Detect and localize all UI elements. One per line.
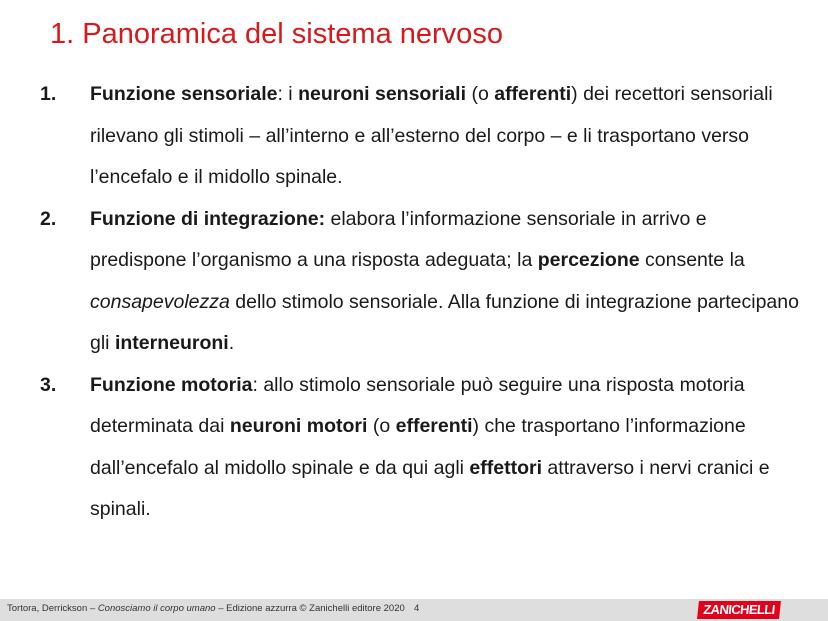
footer-edition: – Edizione azzurra © Zanichelli editore 2020 xyxy=(215,603,405,614)
zanichelli-logo: ZANICHELLI xyxy=(697,601,781,619)
slide-title: 1. Panoramica del sistema nervoso xyxy=(50,18,503,50)
text-segment: consente la xyxy=(639,249,745,271)
term-motor-function: Funzione motoria xyxy=(90,373,253,396)
footer-book-title: Conosciamo il corpo umano xyxy=(97,603,216,614)
term-effectors: effettori xyxy=(469,456,543,479)
footer-authors: Tortora, Derrickson – xyxy=(7,603,98,614)
item-number: 3. xyxy=(40,373,57,396)
text-segment: ) dei recettori sensoriali rilevano gli stimoli – all’interno e all’esterno del corpo – e li trasportano verso l’encefalo e il midollo spinale. xyxy=(90,83,773,188)
text-segment: : allo stimolo sensoriale può seguire una risposta motoria determinata dai xyxy=(90,373,745,437)
term-sensory-neurons: neuroni sensoriali xyxy=(298,83,467,105)
text-segment: ) che trasportano l’informazione dall’encefalo al midollo spinale e da qui agli xyxy=(90,415,746,479)
page-number: 4 xyxy=(414,603,420,614)
term-interneurons: interneuroni xyxy=(114,332,229,354)
term-perception: percezione xyxy=(537,249,640,271)
list-item-integration xyxy=(40,199,800,365)
text-segment: elabora l’informazione sensoriale in arrivo e predispone l’organismo a una risposta adeguata; la xyxy=(90,207,707,271)
term-integration-function: Funzione di integrazione: xyxy=(90,207,326,230)
term-efferent: efferenti xyxy=(395,415,473,437)
list-item-sensory xyxy=(40,74,800,199)
text-segment: (o xyxy=(466,83,495,105)
item-number: 1. xyxy=(40,83,57,105)
function-list xyxy=(40,74,800,531)
text-segment: attraverso i nervi cranici e spinali. xyxy=(90,456,770,520)
term-motor-neurons: neuroni motori xyxy=(229,415,368,437)
item-number: 2. xyxy=(40,207,57,230)
term-awareness: consapevolezza xyxy=(90,290,230,313)
text-segment: . xyxy=(228,332,235,354)
list-item-motor xyxy=(40,365,800,531)
text-segment: dello stimolo sensoriale. Alla funzione di integrazione partecipano gli xyxy=(90,290,799,354)
term-afferent: afferenti xyxy=(494,83,572,105)
text-segment: (o xyxy=(367,415,396,437)
term-sensory-function: Funzione sensoriale xyxy=(90,83,278,105)
text-segment: : i xyxy=(277,83,299,105)
footer-credits xyxy=(7,603,405,614)
